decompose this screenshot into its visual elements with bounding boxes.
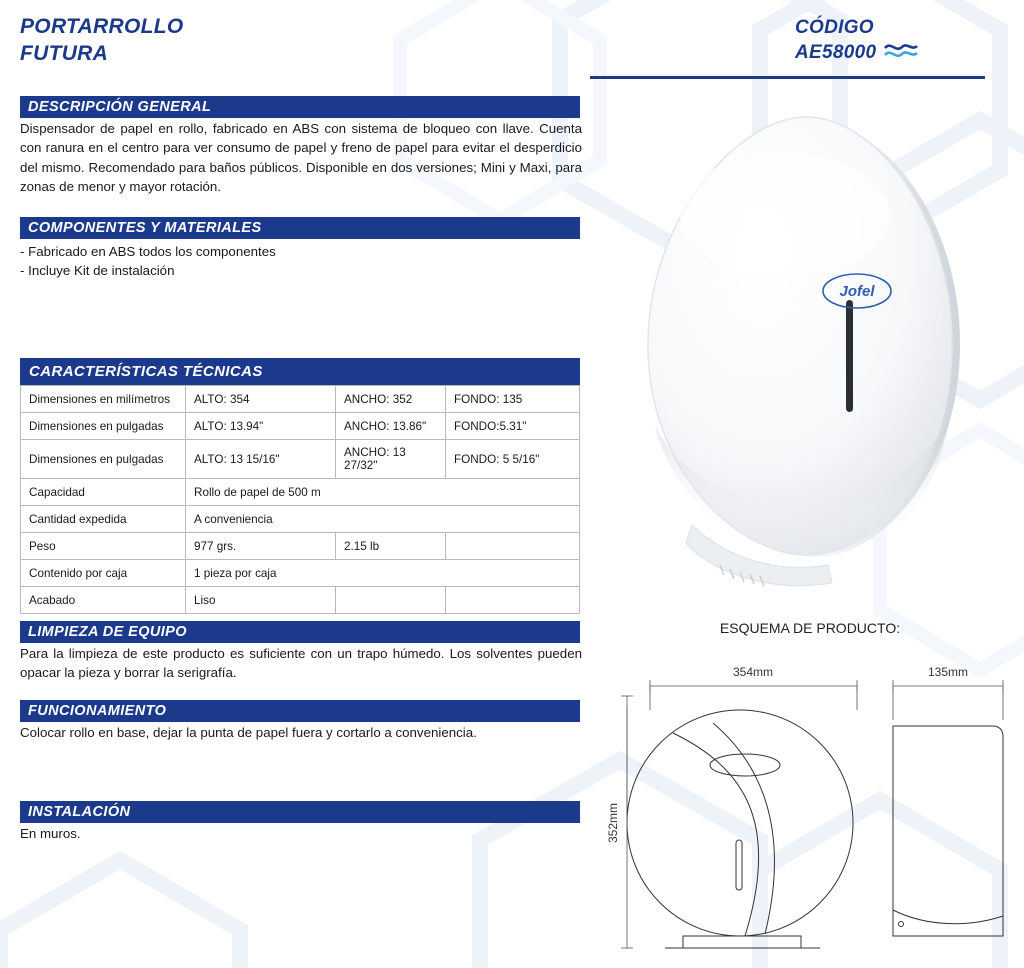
product-title-line2: FUTURA [20,41,109,65]
code-label: CÓDIGO [795,17,874,38]
table-cell-label: Capacidad [21,479,186,506]
table-cell-c1: Liso [186,587,336,614]
table-cell-c1: A conveniencia [186,506,580,533]
dimension-width-label: 354mm [732,665,774,679]
table-cell-c1: ALTO: 13.94" [186,413,336,440]
section-body-funcionamiento: Colocar rollo en base, dejar la punta de papel fuera y cortarlo a conveniencia. [20,725,477,740]
section-header-instalacion: INSTALACIÓN [20,801,580,823]
table-cell-c3: FONDO: 5 5/16" [446,440,580,479]
table-cell-c1: ALTO: 13 15/16" [186,440,336,479]
wave-icon [884,42,918,65]
table-cell-c3: FONDO: 135 [446,386,580,413]
code-value: AE58000 [795,41,877,63]
table-cell-label: Contenido por caja [21,560,186,587]
table-cell-c1: 977 grs. [186,533,336,560]
table-cell-c3 [446,587,580,614]
table-cell-c1: ALTO: 354 [186,386,336,413]
header-divider [590,76,985,79]
page-title [20,14,184,68]
table-cell-label: Dimensiones en pulgadas [21,413,186,440]
technical-drawing [595,648,1024,958]
table-cell-label: Dimensiones en pulgadas [21,440,186,479]
table-row [21,386,580,413]
table-row [21,479,580,506]
table-cell-label: Acabado [21,587,186,614]
table-cell-c2: ANCHO: 13.86" [336,413,446,440]
section-body-descripcion: Dispensador de papel en rollo, fabricado en ABS con sistema de bloqueo con llave. Cuenta con ranura en el centro para ver consumo de papel y freno de papel para evitar el desperdicio del mismo. Recomendado para baños públicos. Disponible en dos versiones; Mini y Maxi, para zonas de menor y mayor rotación. [20,121,582,194]
product-photo [600,95,1020,595]
table-row [21,533,580,560]
section-header-descripcion: DESCRIPCIÓN GENERAL [20,96,580,118]
table-cell-label: Dimensiones en milímetros [21,386,186,413]
table-cell-c1: Rollo de papel de 500 m [186,479,580,506]
spec-table-wrapper [20,358,580,614]
table-cell-c2 [336,587,446,614]
section-header-funcionamiento: FUNCIONAMIENTO [20,700,580,722]
table-cell-c2: ANCHO: 13 27/32" [336,440,446,479]
table-cell-c3 [446,533,580,560]
section-body-instalacion: En muros. [20,826,81,841]
section-header-limpieza: LIMPIEZA DE EQUIPO [20,621,580,643]
section-header-componentes: COMPONENTES Y MATERIALES [20,217,580,239]
table-cell-label: Cantidad expedida [21,506,186,533]
product-title-line1: PORTARROLLO [20,15,184,38]
table-cell-label: Peso [21,533,186,560]
table-cell-c2: ANCHO: 352 [336,386,446,413]
section-body-componentes-line2: - Incluye Kit de instalación [20,263,175,278]
dimension-height-label: 352mm [606,802,620,844]
table-row [21,587,580,614]
spec-table-title: CARACTERÍSTICAS TÉCNICAS [20,358,580,385]
table-cell-c3: FONDO:5.31" [446,413,580,440]
dimension-depth-label: 135mm [927,665,969,679]
diagram-title: ESQUEMA DE PRODUCTO: [719,620,901,636]
table-row [21,440,580,479]
svg-text:Jofel: Jofel [839,283,875,300]
table-row [21,413,580,440]
spec-table [20,385,580,614]
product-code-block [795,16,918,65]
table-row [21,560,580,587]
table-cell-c2: 2.15 lb [336,533,446,560]
section-body-limpieza: Para la limpieza de este producto es suficiente con un trapo húmedo. Los solventes pueden opacar la pieza y borrar la serigrafía. [20,646,582,681]
section-body-componentes-line1: - Fabricado en ABS todos los componentes [20,244,276,259]
table-row [21,506,580,533]
table-cell-c1: 1 pieza por caja [186,560,580,587]
